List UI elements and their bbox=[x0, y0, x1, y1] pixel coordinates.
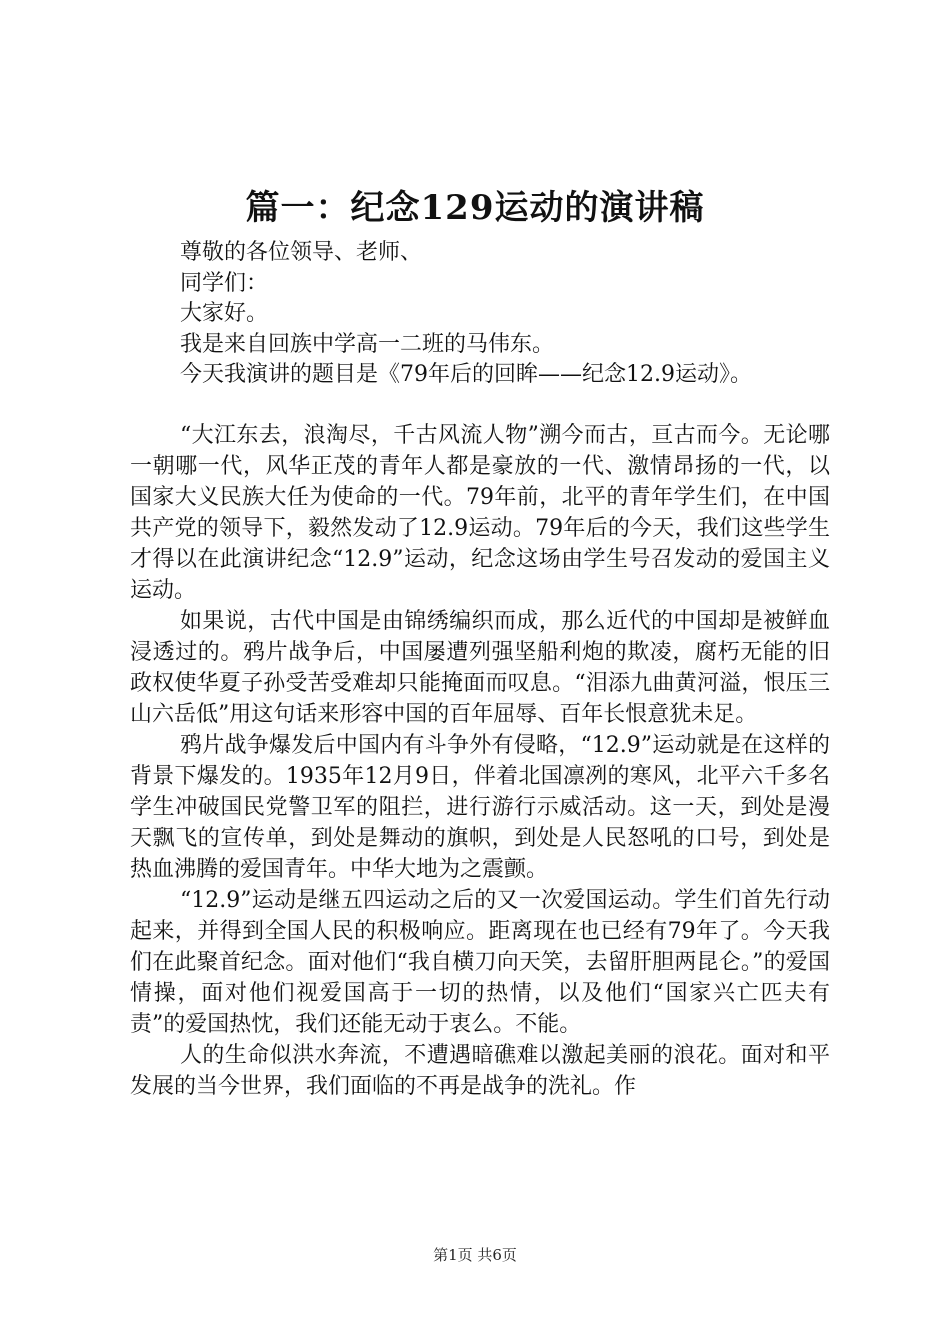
greeting-line: 同学们： bbox=[180, 270, 269, 296]
greeting-line: 我是来自回族中学高一二班的马伟东。 bbox=[180, 331, 555, 357]
greeting-line: 尊敬的各位领导、老师、 bbox=[180, 240, 423, 265]
greeting-line: 今天我演讲的题目是《79年后的回眸——纪念12.9运动》。 bbox=[180, 362, 752, 388]
document-title: 篇一：纪念129运动的演讲稿 bbox=[245, 188, 705, 228]
body-paragraph: “大江东去，浪淘尽，千古风流人物”溯今而古，亘古而今。无论哪一朝哪一代，风华正茂的青年人都是豪放的一代、激情昂扬的一代，以国家大义民族大任为使命的一代。79年前，北平的青年学生们，在中国共产党的领导下，毅然发动了12.9运动。79年后的今天，我们这些学生才得以在此演讲纪念“12.9”运动，纪念这场由学生号召发动的爱国主义运动。 bbox=[130, 423, 830, 603]
page-indicator: 第1页 共6页 bbox=[433, 1246, 517, 1264]
speech-body bbox=[130, 420, 830, 1102]
body-paragraph: 人的生命似洪水奔流，不遭遇暗礁难以激起美丽的浪花。面对和平发展的当今世界，我们面临的不再是战争的洗礼。作 bbox=[130, 1043, 830, 1099]
body-paragraph: 如果说，古代中国是由锦绣编织而成，那么近代的中国却是被鲜血浸透过的。鸦片战争后，中国屡遭列强坚船利炮的欺凌，腐朽无能的旧政权使华夏子孙受苦受难却只能掩面而叹息。“泪添九曲黄河溢，恨压三山六岳低”用这句话来形容中国的百年屈辱、百年长恨意犹未足。 bbox=[130, 609, 830, 727]
body-paragraph: “12.9”运动是继五四运动之后的又一次爱国运动。学生们首先行动起来，并得到全国人民的积极响应。距离现在也已经有79年了。今天我们在此聚首纪念。面对他们“我自横刀向天笑，去留肝胆两昆仑。”的爱国情操，面对他们视爱国高于一切的热情，以及他们“国家兴亡匹夫有责”的爱国热忱，我们还能无动于衷么。不能。 bbox=[130, 888, 830, 1037]
greeting-line: 大家好。 bbox=[180, 301, 269, 327]
body-paragraph: 鸦片战争爆发后中国内有斗争外有侵略，“12.9”运动就是在这样的背景下爆发的。1935年12月9日，伴着北国凛冽的寒风，北平六千多名学生冲破国民党警卫军的阻拦，进行游行示威活动。这一天，到处是漫天飘飞的宣传单，到处是舞动的旗帜，到处是人民怒吼的口号，到处是热血沸腾的爱国青年。中华大地为之震颤。 bbox=[130, 733, 830, 882]
greeting-block bbox=[180, 238, 880, 391]
